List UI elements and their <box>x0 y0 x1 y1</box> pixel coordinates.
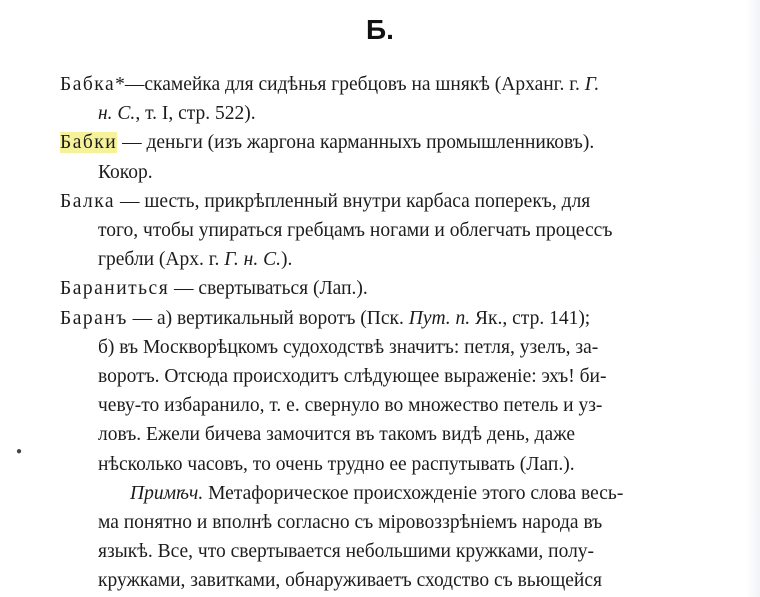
source-abbrev: н. С. <box>98 103 136 125</box>
entry-continuation: ловъ. Ежели бичева замочится въ такомъ видѣ день, даже <box>98 424 575 446</box>
headword: Бабка <box>60 74 116 95</box>
source-abbrev: Пут. п. <box>408 307 471 329</box>
entry-definition: — деньги (изъ жаргона карманныхъ промышленниковъ). <box>117 132 595 154</box>
entry-definition: — а) вертикальный воротъ (Пск. <box>127 307 404 329</box>
page-edge-shadow <box>746 0 760 597</box>
dictionary-text <box>60 70 707 596</box>
entry-balka <box>60 187 707 275</box>
note-paragraph <box>60 479 707 596</box>
entry-babka <box>60 70 707 128</box>
entry-continuation: Кокор. <box>98 161 153 183</box>
entry-continuation: того, чтобы упираться гребцамъ ногами и облегчать процессъ <box>98 220 613 242</box>
note-label: Примѣч. <box>130 482 204 504</box>
entry-continuation: б) въ Москворѣцкомъ судоходствѣ значитъ: петля, узелъ, за- <box>98 336 599 358</box>
page-letter-heading: Б. <box>366 14 394 45</box>
entry-continuation: воротъ. Отсюда происходитъ слѣдующее выраженіе: эхъ! би- <box>98 366 607 388</box>
source-abbrev: Г. н. С. <box>224 249 281 271</box>
headword: Балка <box>60 190 116 212</box>
headword-highlighted: Бабки <box>60 132 118 154</box>
headword: Бараниться <box>60 278 170 300</box>
entry-baran: Баранъ — а) вертикальный воротъ (Пск. Пут. п. Як., стр. 141); б) въ Москворѣцкомъ судоходствѣ значитъ: петля, узелъ, за- воротъ. Отсюда происходитъ слѣдующее выраженіе: эхъ! би- чеву-то избаранило, т. е. свернуло во множество петель и уз- ловъ. Ежели бичева замочится въ такомъ видѣ день, даже нѣсколько часовъ, то очень трудно ее распутывать (Лап.). <box>60 304 707 479</box>
entry-definition: —скамейка для сидѣнья гребцовъ на шнякѣ (Арханг. г. <box>124 74 580 95</box>
note-first-line: Примѣч. Метафорическое происхожденіе этого слова весь- <box>130 482 624 504</box>
stray-ink-dot: ● <box>16 446 23 457</box>
note-continuation: кружками, завитками, обнаруживаетъ сходство съ вьющейся <box>98 570 602 592</box>
entry-baranitsya <box>60 274 707 303</box>
note-continuation: ма понятно и вполнѣ согласно съ міровоззрѣніемъ народа въ <box>98 512 603 534</box>
headword: Баранъ <box>60 307 128 329</box>
entry-continuation <box>60 99 707 128</box>
entry-definition: — шесть, прикрѣпленный внутри карбаса поперекъ, для <box>115 190 591 212</box>
entry-definition: , т. I, стр. 522). <box>135 103 256 125</box>
entry-continuation: чеву-то избаранило, т. е. свернуло во множество петель и уз- <box>98 395 603 417</box>
source-abbrev: Г. <box>584 74 600 95</box>
entry-mark: * <box>115 74 125 95</box>
entry-continuation: нѣсколько часовъ, то очень трудно ее распутывать (Лап.). <box>98 453 575 475</box>
entry-babki <box>60 128 707 186</box>
entry-definition: — свертываться (Лап.). <box>169 278 368 300</box>
note-continuation: языкѣ. Все, что свертывается небольшими кружками, полу- <box>98 541 595 563</box>
entry-continuation: гребли (Арх. г. Г. н. С.). <box>98 249 293 271</box>
